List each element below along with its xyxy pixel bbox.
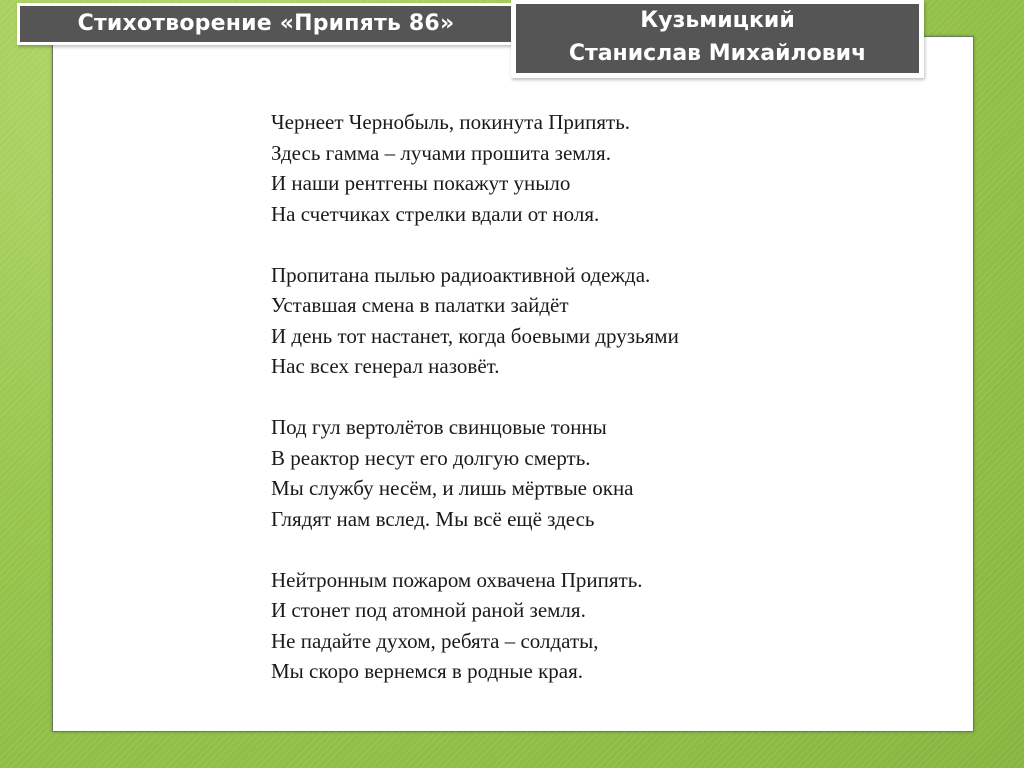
poem-line: Уставшая смена в палатки зайдёт [271,293,569,317]
author-name [516,4,919,73]
title-box [17,3,515,45]
poem-line: В реактор несут его долгую смерть. [271,445,591,470]
poem-line: Здесь гамма – лучами прошита земля. [271,140,611,165]
poem-line: На счетчиках стрелки вдали от ноля. [271,201,600,226]
stanza-2 [271,260,679,382]
poem-line: Чернеет Чернобыль, покинута Припять. [271,110,631,134]
poem-line: Под гул вертолётов свинцовые тонны [271,415,607,439]
slide-title: Стихотворение «Припять 86» [20,6,512,42]
poem-line: Мы службу несём, и лишь мёртвые окна [271,476,634,500]
stanza-1 [271,107,679,229]
poem-line: И наши рентгены покажут уныло [271,171,571,195]
poem-line: И день тот настанет, когда боевыми друзьями [271,323,679,348]
author-box [511,0,924,78]
author-given-names: Станислав Михайлович [568,41,867,66]
poem-line: И стонет под атомной раной земля. [271,598,586,622]
poem-line: Мы скоро вернемся в родные края. [271,659,584,683]
author-surname: Кузьмицкий [640,8,795,33]
stanza-3 [271,412,679,534]
poem-line: Нас всех генерал назовёт. [271,354,500,378]
poem-text [271,107,679,717]
poem-line: Глядят нам вслед. Мы всё ещё здесь [271,506,595,531]
poem-line: Нейтронным пожаром охвачена Припять. [271,567,643,592]
stanza-4 [271,565,679,687]
poem-line: Не падайте духом, ребята – солдаты, [271,628,599,653]
poem-line: Пропитана пылью радиоактивной одежда. [271,262,651,287]
